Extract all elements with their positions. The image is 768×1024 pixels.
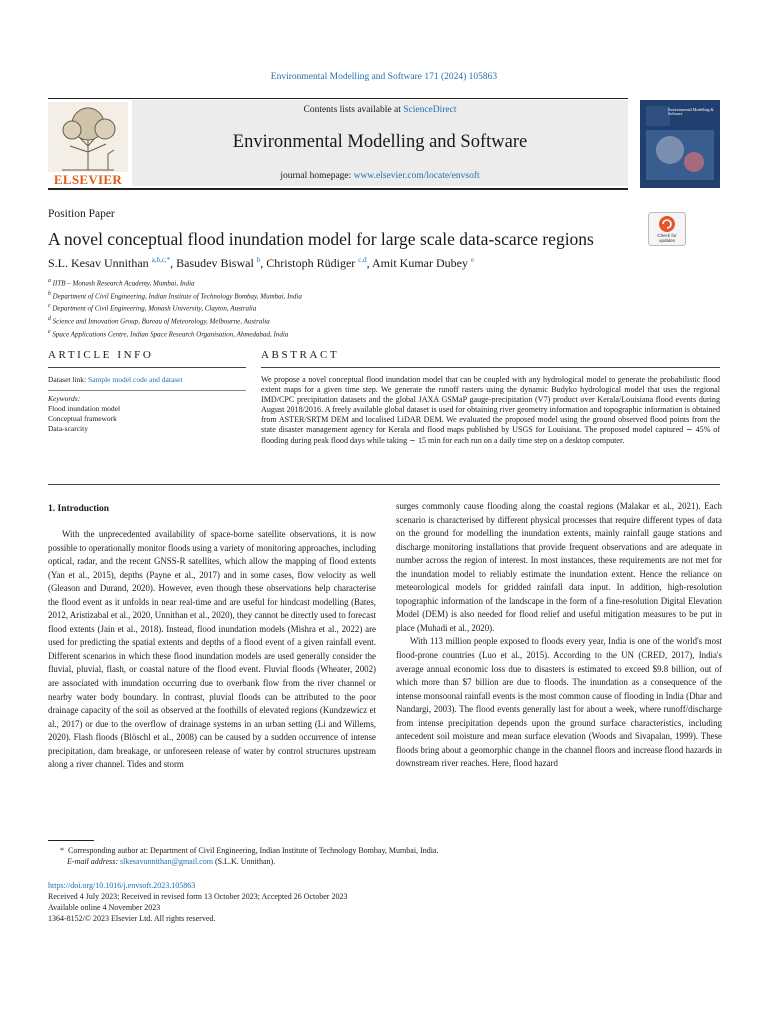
abstract-rule — [261, 367, 720, 368]
received-dates: Received 4 July 2023; Received in revised form 13 October 2023; Accepted 26 October 2023 — [48, 892, 348, 901]
corresponding-author-footnote — [48, 845, 720, 867]
author-sup[interactable]: a,b,c,* — [151, 256, 171, 264]
author-name[interactable]: S.L. Kesav Unnithan — [48, 256, 149, 270]
affiliation-key: b — [48, 290, 51, 297]
affiliation-item — [48, 314, 302, 327]
footnote-rule — [48, 840, 94, 841]
article-info-heading: ARTICLE INFO — [48, 349, 154, 361]
keyword-item: Flood inundation model — [48, 404, 121, 413]
contents-prefix: Contents lists available at — [303, 105, 404, 115]
abstract-heading: ABSTRACT — [261, 349, 340, 361]
email-label: E-mail address: — [67, 857, 121, 866]
body-paragraph: With the unprecedented availability of space-borne satellite observations, it is now possible to operationally monitor floods using a variety of monitoring approaches, including optical, radar, and the recent GNSS-R satellites, which allow the mapping of flood extents (Yan et al., 2015), depths (Payne et al., 2017) and in some cases, flow velocity as well (Gleason and Durand, 2020). However, even though these observations help characterise the flood event as it unfolds in near real-time and are useful for hindcast modelling (Bates, 2012, Aristizabal et al., 2020, Unnithan et al., 2020), they cannot be directly used to forecast flood extents (Jain et al., 2018). Instead, flood inundation models (Mishra et al., 2022) are used for predicting the spatial extents and depths of a flood event of a given rainfall event. Different scenarios in which these flood inundation models are used generally consider the fluvial, pluvial, flash, or coastal nature of the flood event. Fluvial floods (Wheater, 2002) are associated with inundation occurring due to overbank flow from the river channel or nearby water body boundary. In contrast, pluvial floods can be attributed to the poor drainage capacity of the soil as observed at the foothills of elevated regions (Kundzewicz et al., 2017) or due to the overflow of drainage systems in an urban setting (Li and Willems, 2020). Flash floods (Blöschl et al., 2008) can be caused by a sudden occurrence of intense precipitation, dam breakage, or unforeseen release of water by control structures upstream along a river channel. Tides and storm — [48, 529, 376, 770]
homepage-prefix: journal homepage: — [280, 171, 354, 181]
affiliation-item — [48, 276, 302, 289]
keyword-item: Data-scarcity — [48, 424, 88, 433]
contents-line — [132, 105, 628, 115]
corresponding-author-text: Corresponding author at: Department of Civil Engineering, Indian Institute of Technology Bombay, Mumbai, India. — [68, 846, 439, 855]
homepage-link[interactable]: www.elsevier.com/locate/envsoft — [353, 171, 480, 181]
journal-citation[interactable]: Environmental Modelling and Software 171 (2024) 105863 — [270, 72, 498, 82]
affiliation-key: e — [48, 328, 51, 335]
author-sup[interactable]: b — [256, 256, 261, 264]
affiliation-key: d — [48, 315, 51, 322]
elsevier-wordmark: ELSEVIER — [53, 172, 123, 187]
affiliation-key: c — [48, 303, 51, 310]
affiliation-text: Department of Civil Engineering, Indian Institute of Technology Bombay, Mumbai, India — [52, 291, 302, 300]
author-name[interactable]: Basudev Biswal — [176, 256, 254, 270]
author-sup[interactable]: c,d — [358, 256, 367, 264]
body-paragraph: surges commonly cause flooding along the coastal regions (Malakar et al., 2021). Each scenario is characterised by different physical processes that require different types of data on the ground for modelling the inundation extents, mainly rainfall gauge stations and discharge monitoring installations that provide frequent observations and are adequate in number across the region of interest. In most instances, these requirements are not met for the inundation model to reliably estimate the inundation extent. Hence the reliance on meteorological models for gridded rainfall data input. In addition, high-resolution topographic information of the landscape in the form of a fine-resolution Digital Elevation Model (DEM) is also needed for flood relief and useful mitigation measures to be put in place (Muhadi et al., 2020). — [396, 501, 722, 633]
author-name[interactable]: Christoph Rüdiger — [266, 256, 356, 270]
keywords-block — [48, 394, 120, 434]
doi-link[interactable]: https://doi.org/10.1016/j.envsoft.2023.105863 — [48, 881, 196, 890]
affiliation-text: Space Applications Centre, Indian Space Research Organisation, Ahmedabad, India — [52, 329, 289, 338]
author-list: S.L. Kesav Unnithan $^{a,b,c,*}$, Basudev Biswal $^b$, Christoph Rüdiger $^{c,d}$, Amit Kumar Dubey $^e$ — [48, 256, 475, 270]
email-suffix: (S.L.K. Unnithan). — [212, 857, 276, 866]
check-for-updates-badge[interactable] — [648, 212, 686, 246]
affiliation-item — [48, 289, 302, 302]
journal-title: Environmental Modelling and Software — [232, 132, 528, 152]
affiliation-list — [48, 276, 302, 339]
section-heading-introduction: 1. Introduction — [48, 504, 110, 514]
sciencedirect-link[interactable]: ScienceDirect — [403, 105, 457, 115]
dataset-prefix: Dataset link: — [48, 375, 88, 384]
paper-title: A novel conceptual flood inundation model for large scale data-scarce regions — [48, 229, 594, 249]
affiliation-text: Science and Innovation Group, Bureau of Meteorology, Melbourne, Australia — [52, 317, 270, 326]
body-column-left — [48, 528, 376, 772]
copyright: 1364-8152/© 2023 Elsevier Ltd. All rights reserved. — [48, 914, 216, 923]
email-link[interactable]: slkesavunnithan@gmail.com — [120, 857, 213, 866]
header-top-rule — [48, 98, 628, 99]
online-date: Available online 4 November 2023 — [48, 903, 161, 912]
affiliation-text: IITB – Monash Research Academy, Mumbai, India — [52, 279, 195, 288]
author-sup[interactable]: e — [470, 256, 475, 264]
paper-type: Position Paper — [48, 208, 115, 220]
affiliation-key: a — [48, 278, 51, 284]
article-info-rule — [48, 367, 246, 368]
body-paragraph: With 113 million people exposed to floods every year, India is one of the world's most flood-prone countries (Luo et al., 2015). According to the UN (CRED, 2017), India's average annual economic loss due to disasters is estimated to exceed $9.8 billion, out of which more than $7 billion are due to floods. The inundation as a consequence of the intense monsoonal rainfall events is the most common cause of flooding in India (Dhar and Nandargi, 2003). The flood events generally last for about a week, where runoff/discharge from intense precipitation depends upon the ground surface characteristics, including antecedent soil moisture and mean surface elevation (Woods and Sivapalan, 1999). These floods bring about a geomorphic change in the channel floors and increase flood hazards in downstream river reaches. Here, flood hazard — [396, 636, 722, 769]
cover-title: Environmental Modelling & Software — [668, 107, 714, 117]
footnote-marker: * — [60, 846, 64, 855]
affiliation-item — [48, 301, 302, 314]
affiliation-item — [48, 327, 302, 340]
header-bottom-rule — [48, 188, 628, 190]
homepage-line — [132, 171, 628, 181]
dataset-link[interactable]: Sample model code and dataset — [88, 375, 183, 384]
keyword-item: Conceptual framework — [48, 414, 117, 423]
updates-badge-text: Check for updates — [657, 233, 677, 243]
keywords-label: Keywords: — [48, 394, 81, 403]
article-info-divider — [48, 390, 246, 391]
author-name[interactable]: Amit Kumar Dubey — [372, 256, 468, 270]
dataset-line — [48, 375, 183, 384]
body-column-right — [396, 500, 722, 771]
abstract-text: We propose a novel conceptual flood inundation model that can be coupled with any hydrological model to generate the probabilistic flood extent maps for a given time step. We generate the runoff rasters using the dynamic Budyko hydrological model that uses the regional IMD/CPC precipitation datasets and the global JAXA GSMaP gauge-precipitation (V7) product over Kerala/Louisiana flood events during August 2018/2016. A freely available global dataset is used for obtaining river geometry information and topographic information is obtained from ASTER/SRTM DEM and localised LiDAR DEM. We evaluated the proposed model using the ground observed flood points from the state disaster management agency for Kerala and flood maps published by USGS for Louisiana. The proposed model captured ∼ 45% of flooding during peak flood days while taking ∼ 15 min for each run on a daily time step on a desktop computer. — [261, 375, 720, 445]
front-matter-bottom-rule — [48, 484, 720, 485]
publication-info — [48, 880, 347, 924]
affiliation-text: Department of Civil Engineering, Monash University, Clayton, Australia — [52, 304, 257, 313]
